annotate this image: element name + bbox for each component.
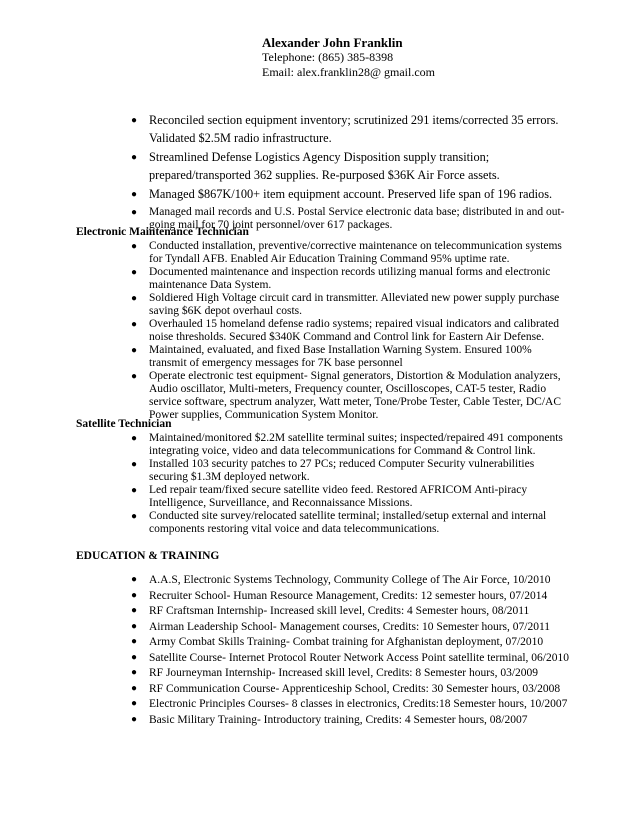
bullet-icon: ● [131, 667, 138, 678]
education-list [0, 573, 638, 728]
bullet-icon: ● [131, 682, 138, 694]
list-item: ● Soldiered High Voltage circuit card in transmitter. Alleviated new power supply purchase saving $6K depot overhaul costs. [131, 292, 560, 317]
list-item: ● Airman Leadership School- Management courses, Credits: 10 Semester hours, 07/2011 [131, 620, 551, 633]
bullet-icon: ● [131, 189, 138, 200]
section-heading-emt: Electronic Maintenance Technician [76, 226, 249, 238]
list-item: ● Documented maintenance and inspection records utilizing manual forms and electronic maintenance Data System. [131, 266, 551, 291]
list-item: ● Operate electronic test equipment- Signal generators, Distortion & Modulation analyzers, Audio oscillator, Multi-meters, Frequency counter, Oscilloscopes, CAT-5 tester, Radio service software, spectrum analyzer, Watt meter, Tone/Probe Tester, Cable Tester, DC/AC Power supplies, Communication System Monitor. [131, 370, 561, 421]
list-item: ● Managed $867K/100+ item equipment account. Preserved life span of 196 radios. [0, 186, 569, 204]
bullet-icon: ● [131, 115, 138, 126]
list-item: ● Led repair team/fixed secure satellite video feed. Restored AFRICOM Anti-piracy Intelligence, Surveillance, and Reconnaissance Missions. [131, 484, 528, 509]
phone-number: Telephone: (865) 385-8398 [262, 50, 394, 64]
emt-list [0, 240, 638, 422]
bullet-icon: ● [131, 152, 138, 163]
bullet-icon: ● [131, 605, 138, 616]
email-address: Email: alex.franklin28@ gmail.com [262, 65, 436, 79]
section-heading-satellite: Satellite Technician [76, 418, 172, 430]
satellite-list [0, 432, 638, 536]
bullet-icon: ● [131, 698, 138, 709]
list-item: ● RF Journeyman Internship- Increased skill level, Credits: 8 Semester hours, 03/2009 [131, 667, 539, 679]
list-item: ● Satellite Course- Internet Protocol Router Network Access Point satellite terminal, 06/2010 [131, 651, 569, 664]
list-item: ● RF Craftsman Internship- Increased skill level, Credits: 4 Semester hours, 08/2011 [131, 605, 530, 617]
bullet-icon: ● [131, 459, 138, 470]
list-item: ● A.A.S, Electronic Systems Technology, Community College of The Air Force, 10/2010 [131, 574, 551, 586]
bullet-icon: ● [131, 433, 138, 444]
list-item: ● Managed mail records and U.S. Postal Service electronic data base; distributed in and out-going mail for 70 joint personnel/over 617 packages. [131, 205, 565, 231]
candidate-name: Alexander John Franklin [262, 35, 403, 50]
bullet-icon: ● [131, 319, 138, 330]
accomplishments-list [0, 112, 638, 234]
bullet-icon: ● [131, 713, 138, 725]
bullet-icon: ● [131, 651, 138, 663]
bullet-icon: ● [131, 574, 138, 585]
list-item: ● Conducted site survey/relocated satellite terminal; installed/setup external and internal components restoring vital voice and data telecommunications. [131, 510, 547, 535]
list-item: ● Conducted installation, preventive/corrective maintenance on telecommunication systems for Tyndall AFB. Enabled Air Education Training Command 95% uptime rate. [131, 240, 562, 265]
bullet-icon: ● [131, 293, 138, 304]
list-item: ● RF Communication Course- Apprenticeship School, Credits: 30 Semester hours, 03/2008 [131, 682, 561, 695]
list-item: ● Maintained/monitored $2.2M satellite terminal suites; inspected/repaired 491 components integrating voice, video and data telecommunications for Command & Control link. [131, 432, 563, 457]
bullet-icon: ● [131, 620, 138, 632]
bullet-icon: ● [131, 345, 138, 356]
list-item: ● Electronic Principles Courses- 8 classes in electronics, Credits:18 Semester hours, 10/2007 [131, 698, 568, 710]
bullet-icon: ● [131, 206, 138, 218]
list-item: ● Streamlined Defense Logistics Agency Disposition supply transition; prepared/transported 362 supplies. Re-purposed $36K Air Force assets. [131, 150, 500, 182]
list-item: ● Reconciled section equipment inventory; scrutinized 291 items/corrected 35 errors. Validated $2.5M radio infrastructure. [131, 113, 559, 145]
bullet-icon: ● [131, 241, 138, 252]
list-item: ● Installed 103 security patches to 27 PCs; reduced Computer Security vulnerabilities securing $1.3M deployed network. [131, 458, 535, 483]
bullet-icon: ● [131, 371, 138, 382]
list-item: ● Recruiter School- Human Resource Management, Credits: 12 semester hours, 07/2014 [131, 589, 548, 602]
bullet-icon: ● [131, 511, 138, 522]
list-item: ● Basic Military Training- Introductory training, Credits: 4 Semester hours, 08/2007 [131, 713, 528, 726]
bullet-icon: ● [131, 589, 138, 601]
bullet-icon: ● [131, 485, 138, 496]
section-heading-education: EDUCATION & TRAINING [76, 550, 220, 562]
bullet-icon: ● [131, 267, 138, 278]
list-item: ● Maintained, evaluated, and fixed Base Installation Warning System. Ensured 100% transmit of emergency messages for 7K base personnel [131, 344, 532, 369]
bullet-icon: ● [131, 636, 138, 647]
list-item: ● Overhauled 15 homeland defense radio systems; repaired visual indicators and calibrated noise thresholds. Secured $340K Command and Control link for Eastern Air Defense. [131, 318, 560, 343]
list-item: ● Army Combat Skills Training- Combat training for Afghanistan deployment, 07/2010 [131, 636, 544, 648]
